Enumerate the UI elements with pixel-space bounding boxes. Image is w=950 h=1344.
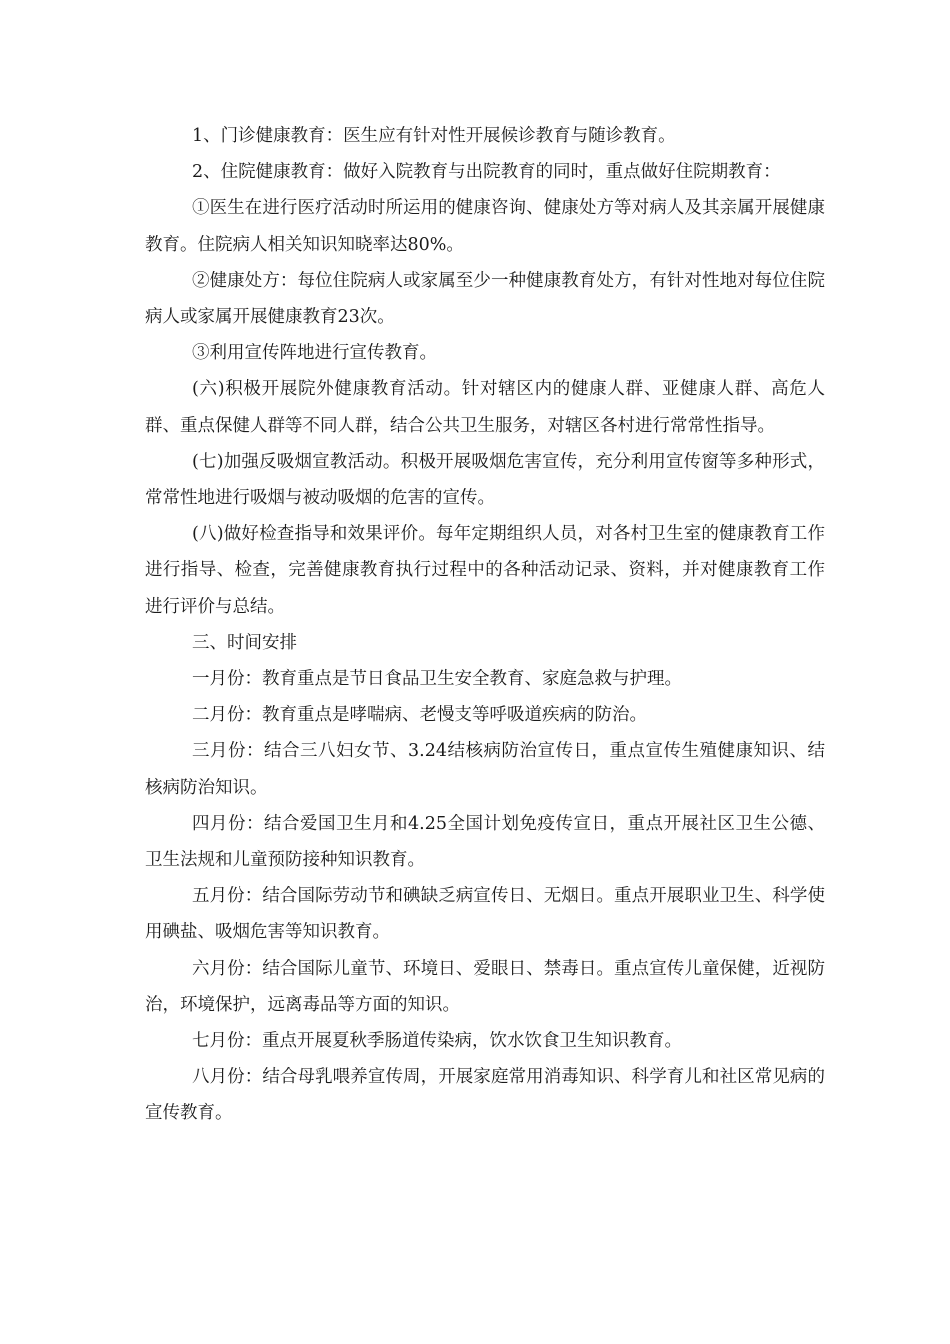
paragraph-april: 四月份：结合爱国卫生月和4.25全国计划免疫传宣日，重点开展社区卫生公德、卫生法规和儿童预防接种知识教育。 bbox=[145, 813, 825, 871]
paragraph-item-1: ①医生在进行医疗活动时所运用的健康咨询、健康处方等对病人及其亲属开展健康教育。住院病人相关知识知晓率达80%。 bbox=[145, 198, 825, 255]
paragraph-march: 三月份：结合三八妇女节、3.24结核病防治宣传日，重点宣传生殖健康知识、结核病防治知识。 bbox=[145, 741, 825, 798]
paragraph-section-7: (七)加强反吸烟宣教活动。积极开展吸烟危害宣传，充分利用宣传窗等多种形式，常常性地进行吸烟与被动吸烟的危害的宣传。 bbox=[145, 451, 825, 509]
paragraph-section-6: (六)积极开展院外健康教育活动。针对辖区内的健康人群、亚健康人群、高危人群、重点保健人群等不同人群，结合公共卫生服务，对辖区各村进行常常性指导。 bbox=[145, 379, 825, 436]
paragraph-june: 六月份：结合国际儿童节、环境日、爱眼日、禁毒日。重点宣传儿童保健，近视防治，环境保护，远离毒品等方面的知识。 bbox=[145, 958, 825, 1015]
paragraph-item-3: ③利用宣传阵地进行宣传教育。 bbox=[192, 343, 437, 364]
paragraph-february: 二月份：教育重点是哮喘病、老慢支等呼吸道疾病的防治。 bbox=[192, 705, 647, 726]
paragraph-inpatient-education: 2、住院健康教育：做好入院教育与出院教育的同时，重点做好住院期教育： bbox=[192, 162, 781, 183]
paragraph-outpatient-education: 1、门诊健康教育：医生应有针对性开展候诊教育与随诊教育。 bbox=[192, 126, 676, 146]
paragraph-item-2: ②健康处方：每位住院病人或家属至少一种健康教育处方，有针对性地对每位住院病人或家属开展健康教育23次。 bbox=[145, 270, 825, 328]
paragraph-may: 五月份：结合国际劳动节和碘缺乏病宣传日、无烟日。重点开展职业卫生、科学使用碘盐、吸烟危害等知识教育。 bbox=[145, 886, 825, 943]
section-heading-schedule: 三、时间安排 bbox=[192, 632, 297, 653]
paragraph-section-8: (八)做好检查指导和效果评价。每年定期组织人员，对各村卫生室的健康教育工作进行指导、检查，完善健康教育执行过程中的各种活动记录、资料，并对健康教育工作进行评价与总结。 bbox=[145, 524, 825, 617]
document-body bbox=[145, 118, 825, 1132]
paragraph-july: 七月份：重点开展夏秋季肠道传染病，饮水饮食卫生知识教育。 bbox=[192, 1031, 682, 1052]
paragraph-january: 一月份：教育重点是节日食品卫生安全教育、家庭急救与护理。 bbox=[192, 669, 682, 690]
paragraph-august: 八月份：结合母乳喂养宣传周，开展家庭常用消毒知识、科学育儿和社区常见病的宣传教育。 bbox=[145, 1067, 825, 1124]
